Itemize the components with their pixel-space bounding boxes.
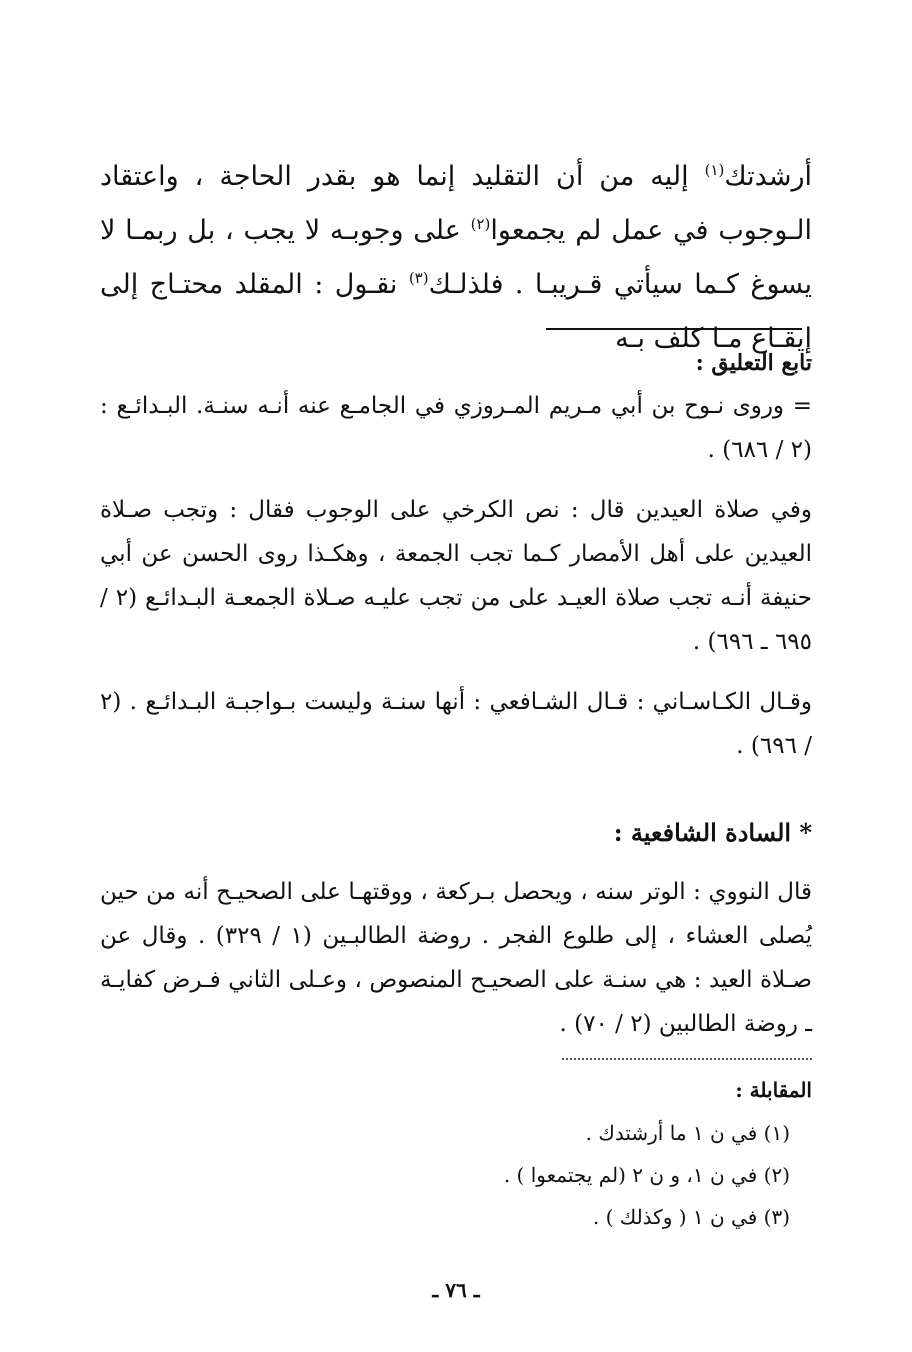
variant-item: (٣) في ن ١ ( وكذلك ) . <box>592 1205 790 1229</box>
footnote-separator <box>546 328 802 330</box>
footnote-ref-1: (١) <box>704 161 725 179</box>
variants-heading: المقابلة : <box>735 1078 812 1102</box>
page-number: ـ ٧٦ ـ <box>432 1278 480 1302</box>
main-text-part-2: إليه من أن التقليد إنما هو بقدر الحاجة ، واعتقاد الـوجوب في عمل لم يجمعوا <box>100 161 812 246</box>
main-text-part-3: على وجوبـه لا يجب ، بل ربمـا لا يسوغ كـما سيأتي قـريبـا . فلذلـك <box>100 215 812 300</box>
main-text <box>100 150 812 366</box>
footnote-paragraph-2: وفي صلاة العيدين قال : نص الكرخي على الوجوب فقال : وتجب صـلاة العيدين على أهل الأمصار كـما تجب الجمعة ، وهكـذا روى الحسن عن أبي حنيفة أنـه تجب صلاة العيـد على من تجب عليـه صـلاة الجمعـة البـدائـع (٢ / ٦٩٥ ـ ٦٩٦) . <box>100 497 813 655</box>
dotted-separator <box>562 1058 812 1060</box>
footnote-paragraph-4: قال النووي : الوتر سنه ، ويحصل بـركعة ، ووقتهـا على الصحيـح أنه من حين يُصلى العشاء ، إلى طلوع الفجر . روضة الطالبـين (١ / ٣٢٩) . وقال عن صـلاة العيد : هي سنـة على الصحيـح المنصوص ، وعـلى الثاني فـرض كفايـة ـ روضة الطالبين (٢ / ٧٠) . <box>100 879 812 1037</box>
variant-item: (٢) في ن ١، و ن ٢ (لم يجتمعوا ) . <box>503 1163 790 1187</box>
continuation-heading: تابع التعليق : <box>695 350 812 376</box>
variants-list <box>100 1112 790 1238</box>
shafiiya-heading: * السادة الشافعية : <box>613 818 812 847</box>
footnote-paragraph-1: = وروى نـوح بن أبي مـريم المـروزي في الجامـع عنه أنـه سنـة. البـدائـع : (٢ / ٦٨٦) . <box>100 393 812 463</box>
footnote-ref-3: (٣) <box>408 269 429 287</box>
footnote-ref-2: (٢) <box>470 215 491 233</box>
main-text-part-1: أرشدتك <box>724 161 812 192</box>
variant-item: (١) في ن ١ ما أرشتدك . <box>585 1121 790 1145</box>
main-text-part-4: نقـول : المقلد محتـاج إلى إيقـاع مـا كلف بـه <box>100 269 812 354</box>
footnote-paragraph-3: وقـال الكـاسـاني : قـال الشـافعي : أنها سنـة وليست بـواجبـة البـدائـع . (٢ / ٦٩٦) . <box>100 689 812 759</box>
